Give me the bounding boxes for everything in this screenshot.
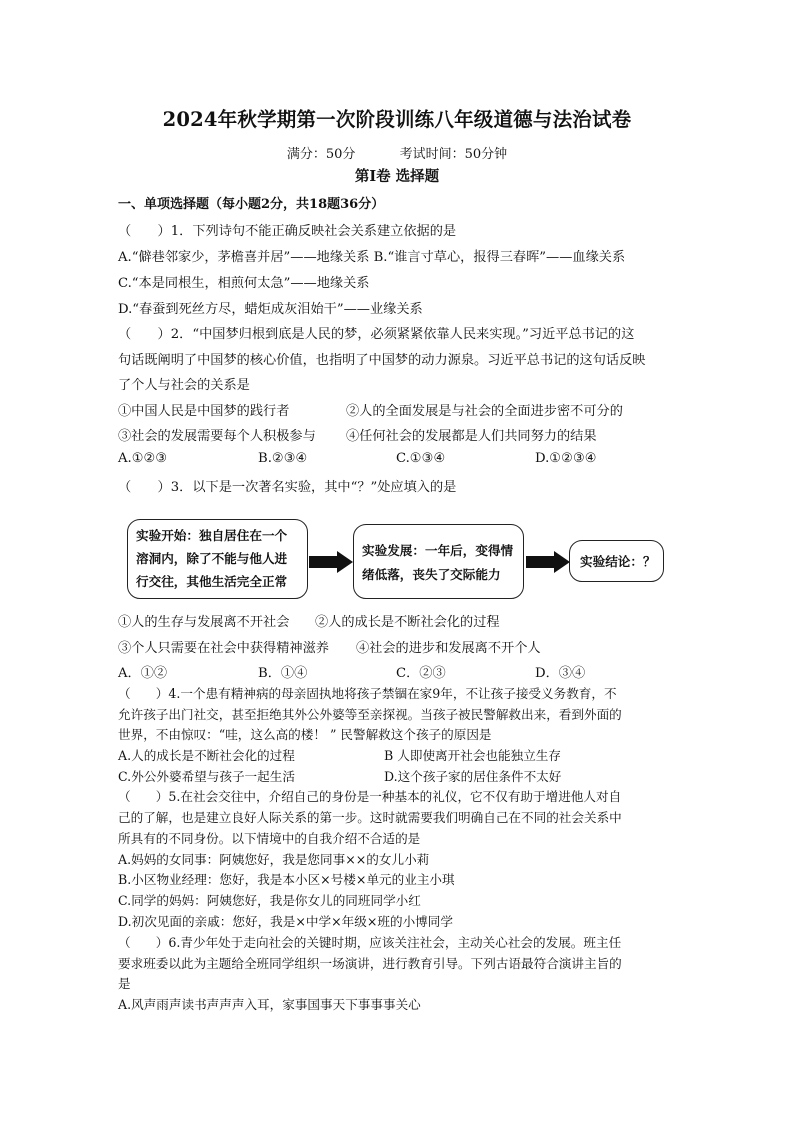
section-heading: 第Ⅰ卷 选择题 [354,168,440,185]
q4-option-b: B 人即使离开社会也能独立生存 [384,748,561,763]
q4-line-1: （ ）4.一个患有精神病的母亲固执地将孩子禁锢在家9年，不让孩子接受义务教育，不 [118,686,617,701]
q2-line-2: 句话既阐明了中国梦的核心价值，也指明了中国梦的动力源泉。习近平总书记的这句话反映 [118,353,646,368]
q6-line-3: 是 [118,976,131,991]
part-heading: 一、单项选择题（每小题2分，共18题36分） [118,197,385,212]
arrow-right-icon [309,551,353,573]
q3-stem: （ ）3．以下是一次著名实验，其中“？”处应填入的是 [118,480,457,495]
exam-meta [0,143,794,162]
q3-option-b: B．①④ [258,666,308,681]
q5-option-a: A.妈妈的女同事：阿姨您好，我是您同事××的女儿小莉 [118,852,430,867]
q3-option-c: C．②③ [396,666,446,681]
q2-option-b: B.②③④ [258,451,308,466]
arrow-right-icon [526,551,570,573]
q2-statement-1: ①中国人民是中国梦的践行者 [118,404,290,419]
q2-option-a: A.①②③ [118,451,168,466]
q2-option-c: C.①③④ [396,451,446,466]
q2-line-3: 了个人与社会的关系是 [118,378,250,393]
full-score: 满分：50分 [286,147,356,162]
experiment-development-box: 实验发展：一年后，变得情 绪低落，丧失了交际能力 [353,524,524,599]
q4-option-a: A.人的成长是不断社会化的过程 [118,748,295,763]
q2-statement-4: ④任何社会的发展都是人们共同努力的结果 [346,429,597,444]
q1-option-d: D.“春蚕到死丝方尽，蜡炬成灰泪始干”——业缘关系 [118,302,423,317]
q5-option-b: B.小区物业经理：您好，我是本小区×号楼×单元的业主小琪 [118,872,455,887]
q3-statement-2: ②人的成长是不断社会化的过程 [315,615,500,630]
q5-line-3: 所具有的不同身份。以下情境中的自我介绍不合适的是 [118,831,421,846]
q3-statement-4: ④社会的进步和发展离不开个人 [356,641,541,656]
q6-option-a: A.风声雨声读书声声声入耳，家事国事天下事事事关心 [118,997,421,1012]
q4-line-3: 世界，不由惊叹：“哇，这么高的楼！ ” 民警解救这个孩子的原因是 [118,727,492,742]
q5-line-2: 己的了解，也是建立良好人际关系的第一步。这时就需要我们明确自己在不同的社会关系中 [118,810,622,825]
q4-option-c: C.外公外婆希望与孩子一起生活 [118,769,295,784]
q3-option-d: D．③④ [535,666,586,681]
q2-statement-2: ②人的全面发展是与社会的全面进步密不可分的 [346,404,623,419]
q2-statement-3: ③社会的发展需要每个人积极参与 [118,429,316,444]
q4-option-d: D.这个孩子家的居住条件不太好 [384,769,562,784]
exam-title: 2024年秋学期第一次阶段训练八年级道德与法治试卷 [162,108,632,131]
q1-stem: （ ）1．下列诗句不能正确反映社会关系建立依据的是 [118,224,457,239]
q3-option-a: A．①② [118,666,168,681]
q3-statement-3: ③个人只需要在社会中获得精神滋养 [118,641,329,656]
q3-statement-1: ①人的生存与发展离不开社会 [118,615,290,630]
experiment-start-box: 实验开始：独自居住在一个 溶洞内，除了不能与他人进 行交往，其他生活完全正常 [127,519,308,599]
q5-option-c: C.同学的妈妈：阿姨您好，我是你女儿的同班同学小红 [118,893,421,908]
q5-option-d: D.初次见面的亲戚：您好，我是×中学×年级×班的小博同学 [118,914,453,929]
exam-time: 考试时间：50分钟 [399,147,508,162]
q2-line-1: （ ）2．“中国梦归根到底是人民的梦，必须紧紧依靠人民来实现。”习近平总书记的这 [118,327,635,342]
q4-line-2: 允许孩子出门社交，甚至拒绝其外公外婆等至亲探视。当孩子被民警解救出来，看到外面的 [118,707,622,722]
q1-option-ab: A.“僻巷邻家少，茅檐喜并居”——地缘关系 B.“谁言寸草心，报得三春晖”——血缘关系 [118,250,626,265]
q6-line-1: （ ）6.青少年处于走向社会的关键时期，应该关注社会，主动关心社会的发展。班主任 [118,935,622,950]
q5-line-1: （ ）5.在社会交往中，介绍自己的身份是一种基本的礼仪，它不仅有助于增进他人对自 [118,789,622,804]
q2-option-d: D.①②③④ [535,451,597,466]
experiment-conclusion-box: 实验结论：？ [569,540,664,582]
q6-line-2: 要求班委以此为主题给全班同学组织一场演讲，进行教育引导。下列古语最符合演讲主旨的 [118,956,622,971]
q1-option-c: C.“本是同根生，相煎何太急”——地缘关系 [118,276,370,291]
